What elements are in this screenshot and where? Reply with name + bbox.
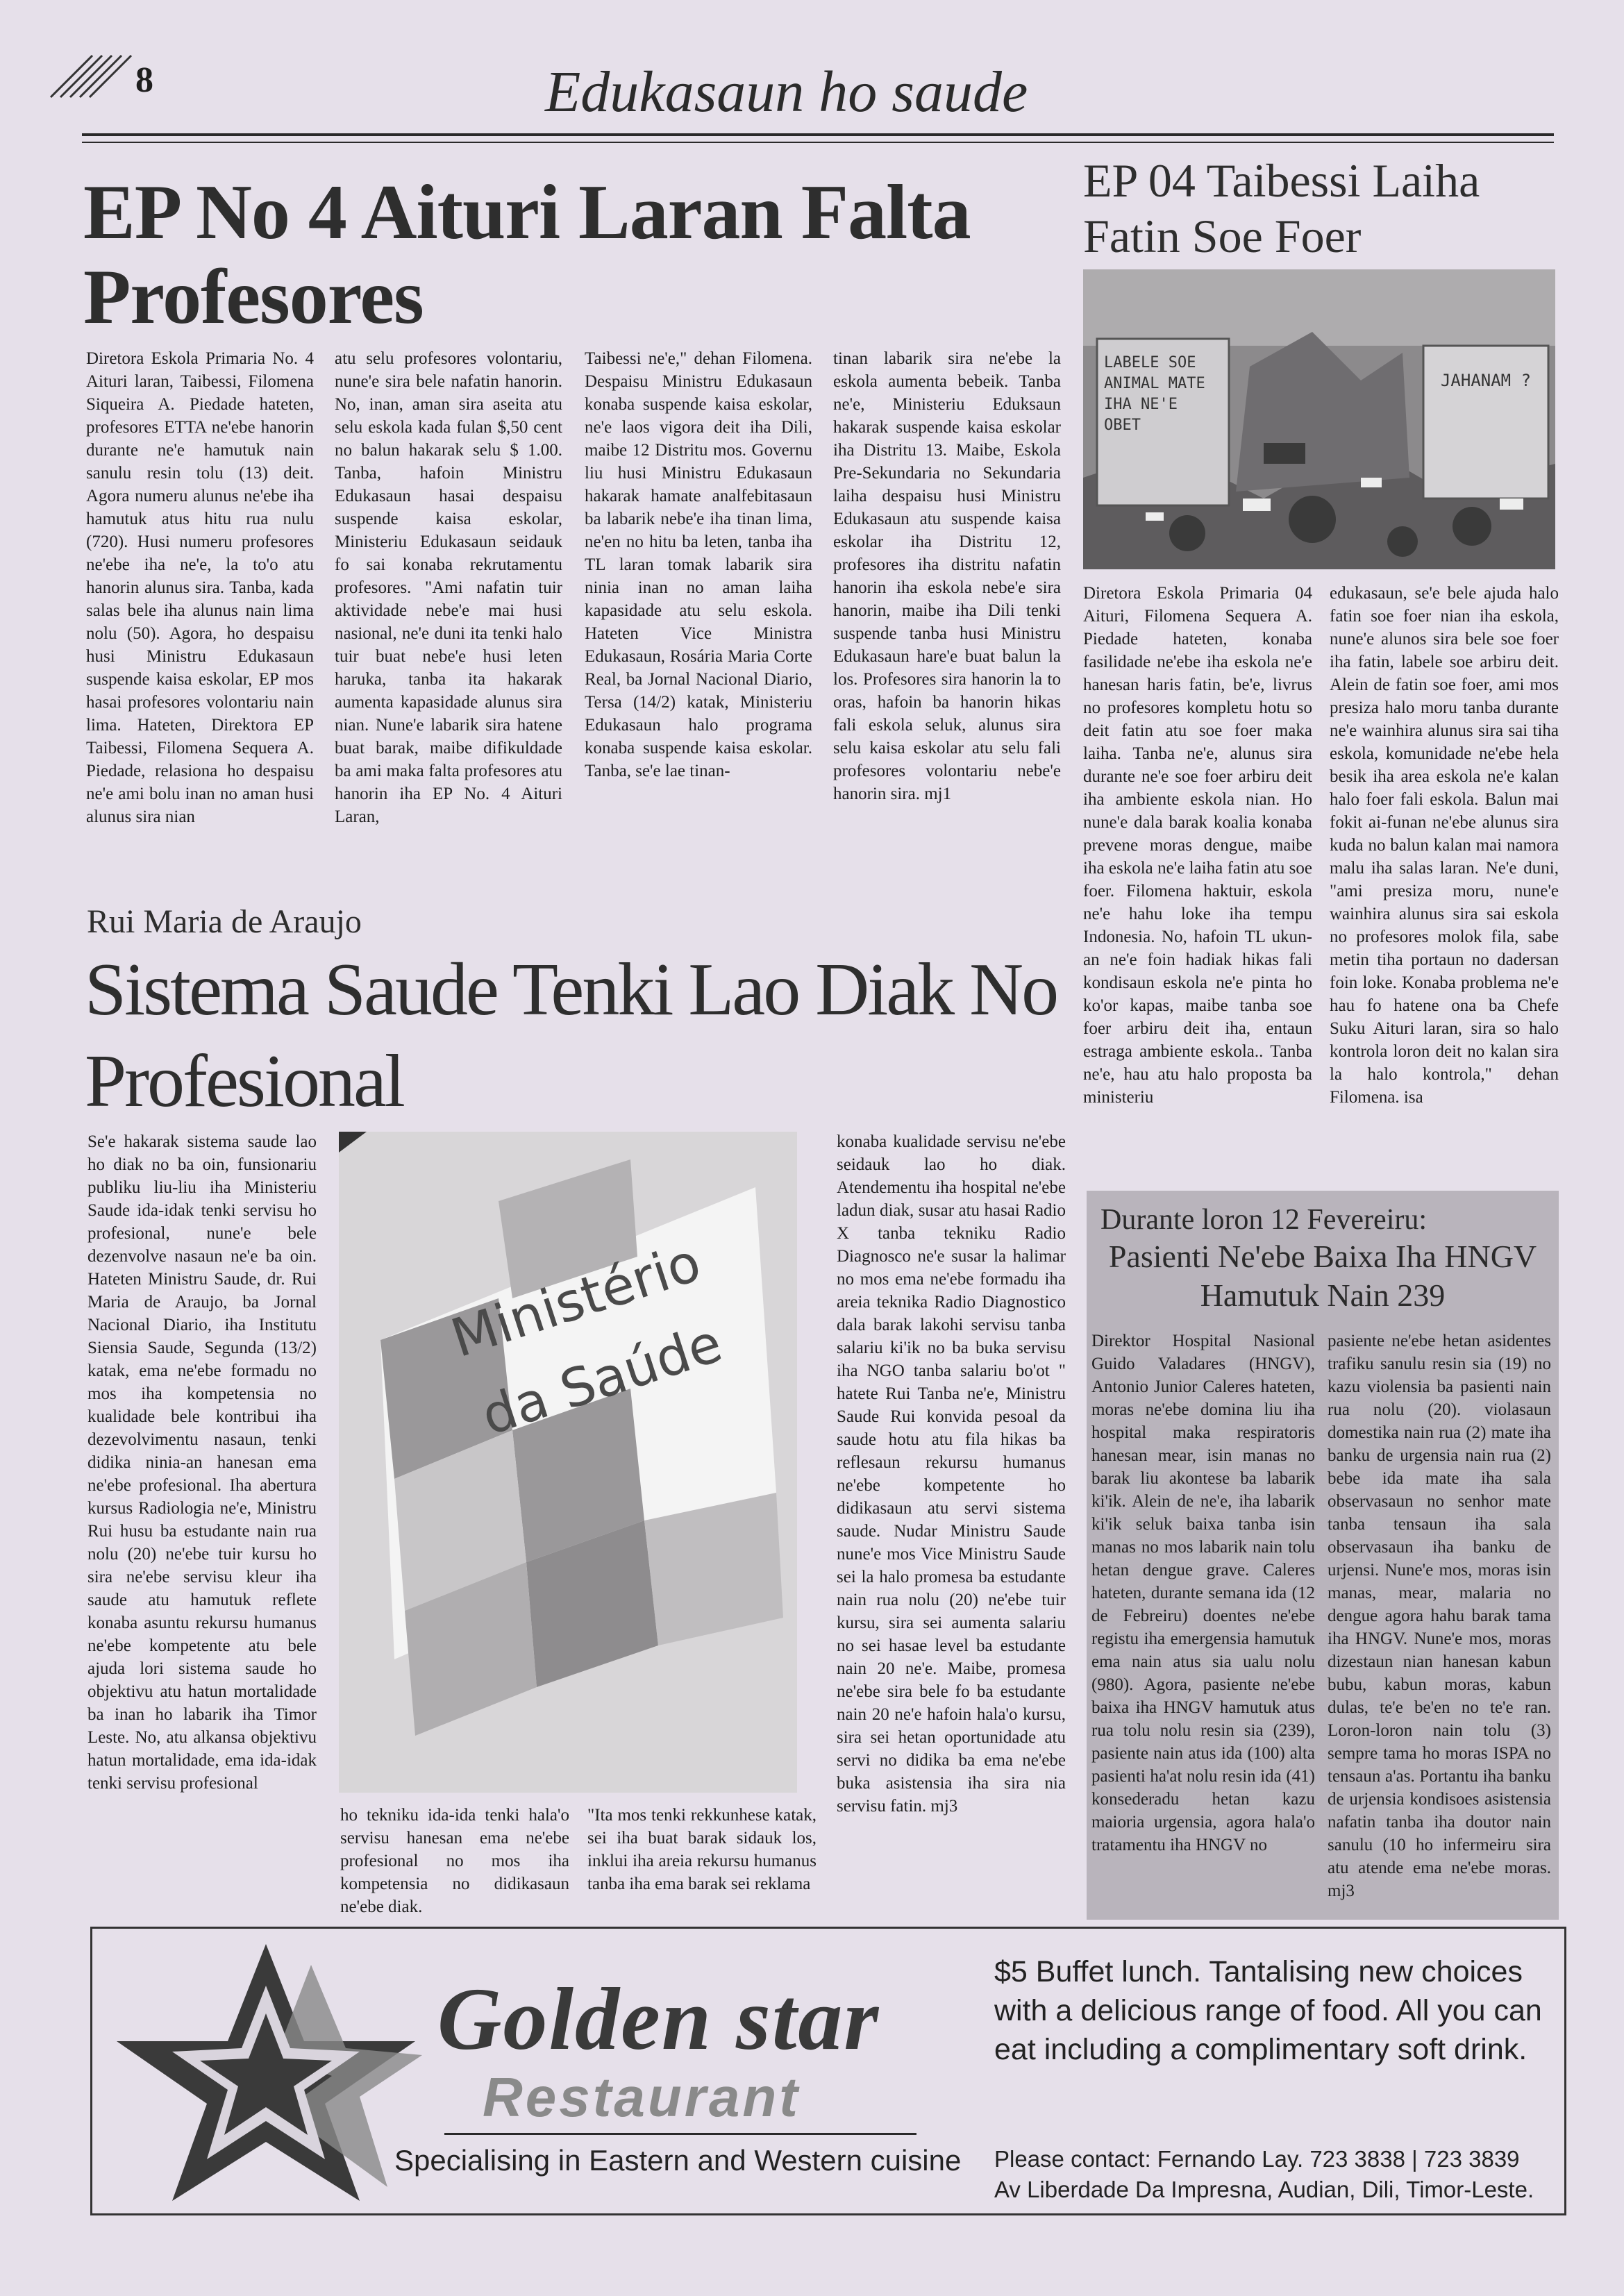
advert-contact: Please contact: Fernando Lay. 723 3838 | 723 3839 [994,2146,1520,2172]
article-1-column-2: atu selu profesores volontariu, nune'e sira bele nafatin hanorin. No, inan, aman sira aseita atu selu eskola kada fulan $,50 cent no balun hakarak selu $ 1.00. Tanba, hafoin Ministru Edukasaun hasai despaisu suspende kaisa eskolar, Ministeriu Edukasaun seidauk fo sai konaba rekrutamentu profesores. "Ami nafatin tuir aktividade nebe'e mai husi nasional, ne'e duni ita tenki halo tuir buat nebe'e husi leten haruka, tanba ita hakarak aumenta kapasidade alunus sira nian. Nune'e labarik sira hatene buat barak, maibe difikuldade ba ami maka falta profesores atu hanorin iha EP No. 4 Aituri Laran, [335,349,562,826]
photo-sign-ministerio: Ministério da Saúde [444,1230,729,1448]
article-4-column-1: Direktor Hospital Nasional Guido Valadares (HNGV), Antonio Junior Caleres hateten, moras ne'ebe domina liu iha hospital maka respiratoris hanesan mear, isin manas no barak liu akontese ba labarik ki'ik. Alein de ne'e, iha labarik ki'ik seluk baixa tanba isin manas no mos labarik nain tolu hetan dengue grave. Caleres hateten, durante semana ida (12 de Febreiru) doentes ne'ebe registu iha emergensia hamutuk ema nain atus sia ualu nolu (980). Agora, pasiente ne'ebe baixa iha HNGV hamutuk atus rua tolu nolu resin sia (239), pasiente nain atus ida (100) alta pasienti ha'at nolu resin ida (41) konsederadu hetan kazu maioria urgensia, agora hala'o tratamentu iha HNGV no [1091,1332,1315,1854]
article-1-column-4: tinan labarik sira ne'ebe la eskola aumenta bebeik. Tanba ne'e, Ministeriu Eduksaun hakarak suspende kaisa eskolar iha Distritu 13. Maibe, Eskola Pre-Sekundaria no Sekundaria laiha despaisu husi Ministru Edukasaun atu suspende kaisa eskolar iha Distritu 12, profesores iha distritu nafatin hanorin iha eskola nebe'e sira hanorin, maibe iha Dili tenki suspende tanba husi Ministru Edukasaun hare'e buat balun la los. Profesores sira hanorin la to oras, hafoin ba hanorin hikas fali eskola seluk, alunus sira selu kaisa eskolar atu selu fali profesores volontariu nebe'e hanorin sira. mj1 [833,349,1061,803]
star-logo-icon [103,1937,429,2208]
article-4-column-2: pasiente ne'ebe hetan asidentes trafiku sanulu resin sia (19) no kazu violensia ba pasienti nain rua nolu (20). violasaun domestika nain rua (2) mate iha banku de urgensia nain rua (2) bebe ida mate iha sala observasaun no senhor mate tanba tensaun iha sala observasaun iha banku de urjensi. Nune'e mos, moras isin manas, mear, malaria no dengue agora hahu barak tama iha HNGV. Nune'e mos, moras dizestaun nian hanesan kabun bubu, kabun moras, kabun dulas, te'e be'en no te'e ran. Loron-loron nain tolu (3) sempre tama ho moras ISPA no tensaun a'as. Portantu iha banku de urjensia kondisoes asistensia nafatin tanba iha doutor nain sanulu (10 ho infermeiru sira atu atende ema ne'ebe moras. mj3 [1328,1332,1551,1900]
advert-divider [444,2133,916,2135]
advert-address: Av Liberdade Da Impresna, Audian, Dili, Timor-Leste. [994,2177,1534,2202]
article-4-headline: Pasienti Ne'ebe Baixa Iha HNGV Hamutuk Nain 239 [1108,1239,1537,1313]
header-rule-thin [82,142,1554,143]
ministerio-photo [339,1132,797,1793]
photo-sign-text-2: JAHANAM ? [1440,371,1532,390]
garbage-photo [1083,269,1555,569]
section-title: Edukasaun ho saude [545,60,1028,124]
header-rule [82,133,1554,136]
article-1-column-1: Diretora Eskola Primaria No. 4 Aituri laran, Taibessi, Filomena Siqueira A. Piedade hateten, profesores ETTA ne'ebe hanorin durante ne'e hamutuk nain sanulu resin tolu (13) deit. Agora numeru alunus ne'ebe iha hamutuk atus hitu rua nulu (720). Husi numeru profesores ne'ebe iha ne'e, la to'o atu hanorin alunus sira. Tanba, kada salas bele iha alunus nain lima nolu (50). Agora, ho despaisu husi Ministru Edukasaun suspende kaisa eskolar, EP mos hasai profesores volontariu nain lima. Hateten, Direktora EP Taibessi, Filomena Sequera A. Piedade, relasiona ho despaisu ne'e ami bolu inan no aman husi alunus sira nian [86,349,314,826]
article-3-column-3: "Ita mos tenki rekkunhese katak, sei iha buat barak sidauk los, inklui iha areia rekursu humanus tanba iha ema barak sei reklama [587,1806,817,1893]
page-number: 8 [135,60,153,100]
article-4-kicker: Durante loron 12 Fevereiru: [1100,1204,1428,1236]
article-3-byline: Rui Maria de Araujo [87,903,362,940]
restaurant-subtitle: Restaurant [483,2066,801,2128]
restaurant-name: Golden star [437,1970,880,2068]
article-2-headline: EP 04 Taibessi Laiha Fatin Soe Foer [1083,154,1480,262]
article-3-column-1: Se'e hakarak sistema saude lao ho diak no ba oin, funsionariu publiku liu-liu iha Ministeriu Saude ida-idak tenki servisu ho profesional, nune'e bele dezenvolve nasaun ne'e ba oin. Hateten Ministru Saude, dr. Rui Maria de Araujo, ba Jornal Nacional Diario, iha Institutu Siensia Saude, Segunda (13/2) katak, ema ne'ebe formadu no mos iha kompetensia no kualidade bele kontribui iha dezevolvimentu nasaun, tenki didika ninia-an hanesan ema ne'ebe profesional. Iha abertura kursus Radiologia ne'e, Ministru Rui husu ba estudante nain rua nolu (20) ne'ebe tuir kursu ho sira ne'ebe servisu kleur iha saude atu hamutuk reflete konaba asuntu rekursu humanus ne'ebe kompetente atu bele ajuda lori sistema saude ho objektivu atu hatun mortalidade ba inan ho labarik iha Timor Leste. No, atu alkansa objektivu hatun mortalidade, ema ida-idak tenki servisu profesional [87,1132,317,1793]
article-3-headline: Sistema Saude Tenki Lao Diak No Profesional [85,948,1057,1123]
article-3-column-2: ho tekniku ida-ida tenki hala'o servisu hanesan ema ne'ebe profesional no mos iha kompetensia no didikasaun ne'ebe diak. [340,1806,569,1916]
advert-contact-block [994,2144,1564,2205]
article-1-column-3: Taibessi ne'e," dehan Filomena. Despaisu Ministru Edukasaun konaba suspende kaisa eskolar, ne'e laos vigora deit iha Dili, maibe 12 Distritu mos. Governu liu husi Ministru Edukasaun hakarak hamate analfebitasaun ba labarik nebe'e iha tinan lima, ne'en no hitu ba leten, tanba iha TL laran tomak labarik sira ninia inan no aman laiha kapasidade atu selu eskola. Hateten Vice Ministra Edukasaun, Rosária Maria Corte Real, ba Jornal Nacional Diario, Tersa (14/2) katak, Ministeriu Edukasaun halo programa konaba suspende kaisa eskolar. Tanba, se'e lae tinan- [585,349,812,780]
photo-sign-text: LABELE SOE ANIMAL MATE IHA NE'E OBET [1104,354,1205,434]
page-corner-stripes-icon [45,49,142,104]
article-1-headline: EP No 4 Aituri Laran Falta Profesores [83,169,971,340]
restaurant-tagline: Specialising in Eastern and Western cuisine [394,2144,962,2177]
article-3-column-4: konaba kualidade servisu ne'ebe seidauk lao ho diak. Atendementu iha hospital ne'ebe ladun diak, susar atu hasai Radio X tanba tekniku Radio Diagnosco ne'e susar la halimar no mos ema ne'ebe formadu iha areia teknika Radio Diagnostico dala barak lakohi servisu tanba salariu ki'ik no ba buka servisu iha NGO tanba salariu bo'ot " hatete Rui Tanba ne'e, Ministru Saude Rui konvida pesoal da saude hotu atu fila hikas ba reflesaun rekursu humanus ne'ebe kompetente ho didikasaun atu servi sistema saude. Nudar Ministru Saude nune'e mos Vice Ministru Saude sei la halo promesa ba estudante nain rua nolu (20) ne'ebe tuir kursu, sira sei aumenta salariu no sei hasae level ba estudante nain 20 ne'e. Maibe, promesa ne'ebe sira bele fo ba estudante nain 20 ne'e hafoin hala'o kursu, sira sei hetan oportunidade atu servi no didika ba ema ne'ebe buka asistensia iha sira nia servisu fatin. mj3 [837,1132,1066,1816]
advert-copy: $5 Buffet lunch. Tantalising new choices with a delicious range of food. All you can eat including a complimentary soft drink. [994,1955,1542,2066]
article-2-column-2: edukasaun, se'e bele ajuda halo fatin soe foer nian iha eskola, nune'e alunos sira bele soe foer iha fatin, labele soe arbiru deit. Alein de fatin soe foer, ami mos presiza halo moru tanba durante ne'e wainhira alunus sira sai tiha eskola, komunidade ne'ebe hela besik iha area eskola ne'e kalan halo foer fali eskola. Balun mai fokit ai-funan ne'ebe alunus sira kuda no balun kalan mai namora malu iha salas laran. Ne'e duni, "ami presiza moru, nune'e wainhira alunus sira sai eskola no profesores molok fila, sabe metin tiha portaun no dadersan foin loke. Konaba problema ne'e hau fo hatene ona ba Chefe Suku Aituri laran, sira so halo kontrola loron deit no kalan sira la halo kontrola," dehan Filomena. isa [1330,584,1559,1107]
article-2-column-1: Diretora Eskola Primaria 04 Aituri, Filomena Sequera A. Piedade hateten, konaba fasilidade ne'ebe iha eskola ne'e hanesan haris fatin, be'e, livrus no profesores kompletu hotu so deit fatin atu soe foer maka laiha. Tanba ne'e, alunus sira durante ne'e soe foer arbiru deit iha ambiente eskola nian. Ho nune'e dala barak koalia konaba prevene moras dengue, maibe iha eskola ne'e laiha fatin atu soe foer. Filomena haktuir, eskola ne'e hahu loke iha tempu Indonesia. No, hafoin TL ukun-an ne'e foin hadiak hikas fali kondisaun eskola ne'e pinta ho ko'or kapas, maibe tanba soe foer arbiru deit iha, entaun estraga ambiente eskola.. Tanba ne'e, hau atu halo proposta ba ministeriu [1083,584,1312,1107]
